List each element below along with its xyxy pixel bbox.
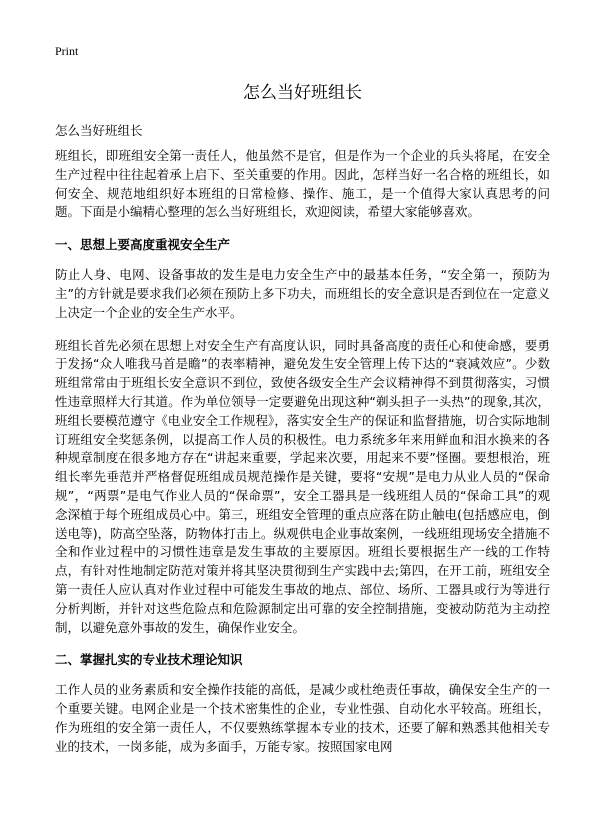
document-body <box>55 147 550 771</box>
section-1-paragraph-1: 防止人身、电网、设备事故的发生是电力安全生产中的最基本任务，“安全第一，预防为主”的方针就是要求我们必须在预防上多下功夫，而班组长的安全意识是否到位在一定意义上决定一个企业的安全生产水平。 <box>55 267 550 320</box>
section-2-paragraph-1: 工作人员的业务素质和安全操作技能的高低，是减少或杜绝责任事故，确保安全生产的一个重要关键。电网企业是一个技术密集性的企业，专业性强、自动化水平较高。班组长，作为班组的安全第一责任人，不仅要熟练掌握本专业的技术，还要了解和熟悉其他相关专业的技术，一岗多能，成为多面手，万能专家。按照国家电网 <box>55 682 550 754</box>
print-link[interactable]: Print <box>55 44 79 58</box>
intro-paragraph: 班组长，即班组安全第一责任人，他虽然不是官，但是作为一个企业的兵头将尾，在安全生产过程中往往起着承上启下、至关重要的作用。因此，怎样当好一名合格的班组长，如何安全、规范地组织好本班组的日常检修、操作、施工，是一个值得大家认真思考的问题。下面是小编精心整理的怎么当好班组长，欢迎阅读，希望大家能够喜欢。 <box>55 148 550 220</box>
page-title: 怎么当好班组长 <box>243 83 362 103</box>
section-heading-1: 一、思想上要高度重视安全生产 <box>55 237 231 253</box>
section-heading-2: 二、掌握扎实的专业技术理论知识 <box>55 652 243 668</box>
document-subtitle: 怎么当好班组长 <box>55 123 143 138</box>
section-1-paragraph-2: 班组长首先必须在思想上对安全生产有高度认识，同时具备高度的责任心和使命感，要勇于发扬“众人唯我马首是瞻”的表率精神，避免发生安全管理上传下达的“衰减效应”。少数班组常常由于班组长安全意识不到位，致使各级安全生产会议精神得不到贯彻落实，习惯性违章照样大行其道。作为单位领导一定要避免出现这种“剃头担子一头热”的现象,其次，班组长要模范遵守《电业安全工作规程》，落实安全生产的保证和监督措施，切合实际地制订班组安全奖惩条例，以提高工作人员的积极性。电力系统多年来用鲜血和泪水换来的各种规章制度在很多地方存在“讲起来重要，学起来次要，用起来不要”怪圈。要想根治，班组长率先垂范并严格督促班组成员规范操作是关键，要将“安规”是电力从业人员的“保命规”，“两票”是电气作业人员的“保命票”，安全工器具是一线班组人员的“保命工具”的观念深植于每个班组成员心中。第三，班组安全管理的重点应落在防止触电(包括感应电，倒送电等)，防高空坠落，防物体打击上。纵观供电企业事故案例，一线班组现场安全措施不全和作业过程中的习惯性违章是发生事故的主要原因。班组长要根据生产一线的工作特点，有针对性地制定防范对策并将其坚决贯彻到生产实践中去;第四，在开工前，班组安全第一责任人应认真对作业过程中可能发生事故的地点、部位、场所、工器具或行为等进行分析判断，并针对这些危险点和危险源制定出可靠的安全控制措施，变被动防范为主动控制，以避免意外事故的发生，确保作业安全。 <box>55 337 550 635</box>
